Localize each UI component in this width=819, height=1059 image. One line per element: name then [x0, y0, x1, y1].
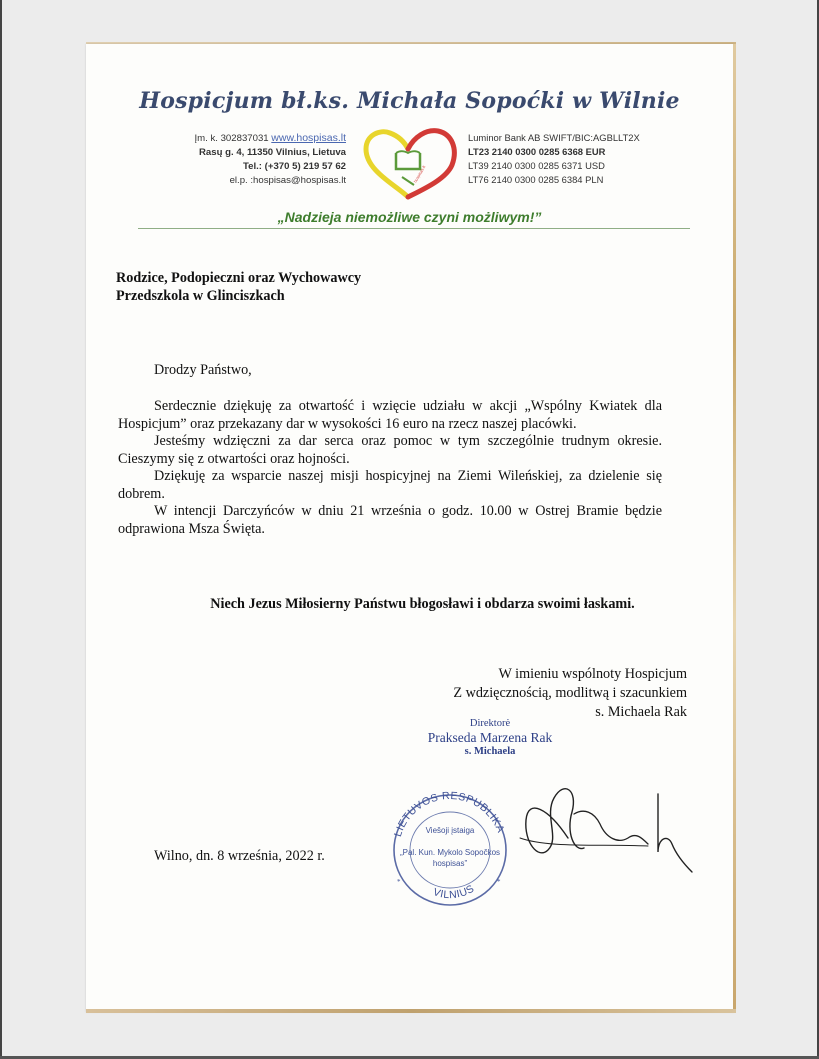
blessing-line: Niech Jezus Miłosierny Państwu błogosławi i obdarza swoimi łaskami.: [210, 596, 635, 612]
closing-block: [390, 665, 687, 722]
hospice-heart-logo: [358, 123, 462, 201]
phone-line: Tel.: (+370 5) 219 57 62: [242, 161, 346, 172]
header-divider: [138, 228, 690, 229]
closing-line-1: W imieniu wspólnoty Hospicjum: [498, 666, 687, 682]
handwritten-signature: [508, 768, 708, 880]
logo-small-text: hospisas.lt: [412, 164, 427, 184]
paragraph-gratitude: Jesteśmy wdzięczni za dar serca oraz pomoc w tym szczególnie trudnym okresie. Cieszymy się z otwartości oraz hojności.: [118, 433, 662, 467]
stamp-outer-top: LIETUVOS RESPUBLIKA: [391, 789, 507, 839]
account-pln: LT76 2140 0300 0285 6384 PLN: [468, 174, 604, 185]
name-stamp-name: Prakseda Marzena Rak: [427, 730, 553, 745]
greeting: Drodzy Państwo,: [154, 362, 252, 378]
organization-title: Hospicjum bł.ks. Michała Sopoćki w Wilnie: [139, 88, 680, 114]
letter-body: [118, 398, 662, 538]
header-bank-block: [468, 131, 708, 187]
addressee-line-1: Rodzice, Podopieczni oraz Wychowawcy: [116, 270, 362, 286]
star-icon: *: [497, 878, 501, 886]
bank-line: Luminor Bank AB SWIFT/BIC:AGBLLT2X: [468, 132, 640, 143]
registration-code: Įm. k. 302837031: [194, 133, 269, 144]
stamp-inner-line-3: hospisas”: [432, 859, 468, 868]
addressee-line-2: Przedszkola w Glinciszkach: [116, 288, 285, 304]
motto: „Nadzieja niemożliwe czyni możliwym!”: [277, 209, 542, 225]
paragraph-mass: W intencji Darczyńców w dniu 21 września o godz. 10.00 w Ostrej Bramie będzie odprawiona Msza Święta.: [118, 503, 662, 537]
paragraph-support: Dziękuję za wsparcie naszej misji hospicyjnej na Ziemi Wileńskiej, za dzielenie się dobrem.: [118, 468, 662, 502]
account-eur: LT23 2140 0300 0285 6368 EUR: [468, 146, 606, 157]
date-line: Wilno, dn. 8 września, 2022 r.: [154, 848, 325, 864]
paragraph-thanks: Serdecznie dziękuję za otwartość i wzięcie udziału w akcji „Wspólny Kwiatek dla Hospicjum” oraz przekazany dar w wysokości 16 euro na rzecz naszej placówki.: [118, 398, 662, 432]
paper-edge-right: [733, 44, 736, 1012]
name-stamp-role: Direktorė: [469, 718, 511, 729]
closing-line-2: Z wdzięcznością, modlitwą i szacunkiem: [453, 685, 687, 701]
stamp-outer-bottom: VILNIUS: [431, 882, 477, 902]
account-usd: LT39 2140 0300 0285 6371 USD: [468, 160, 605, 171]
star-icon: *: [397, 878, 401, 886]
official-round-stamp: [377, 788, 523, 908]
email-line: el.p. :hospisas@hospisas.lt: [229, 175, 346, 186]
address-line: Rasų g. 4, 11350 Vilnius, Lietuva: [199, 147, 346, 158]
closing-line-3: s. Michaela Rak: [595, 704, 687, 720]
name-stamp-religious-name: s. Michaela: [464, 746, 516, 757]
header-contact-block: [140, 131, 346, 188]
paper-edge-bottom: [86, 1009, 736, 1013]
stamp-inner-line-1: Viešoji įstaiga: [425, 826, 475, 835]
registration-line: [140, 131, 346, 146]
window-left-border: [0, 0, 2, 1059]
stamp-inner-line-2: „Pal. Kun. Mykolo Sopočkos: [399, 848, 501, 857]
website-link[interactable]: www.hospisas.lt: [271, 132, 346, 144]
addressee-block: [116, 269, 536, 305]
name-stamp: [420, 717, 560, 759]
